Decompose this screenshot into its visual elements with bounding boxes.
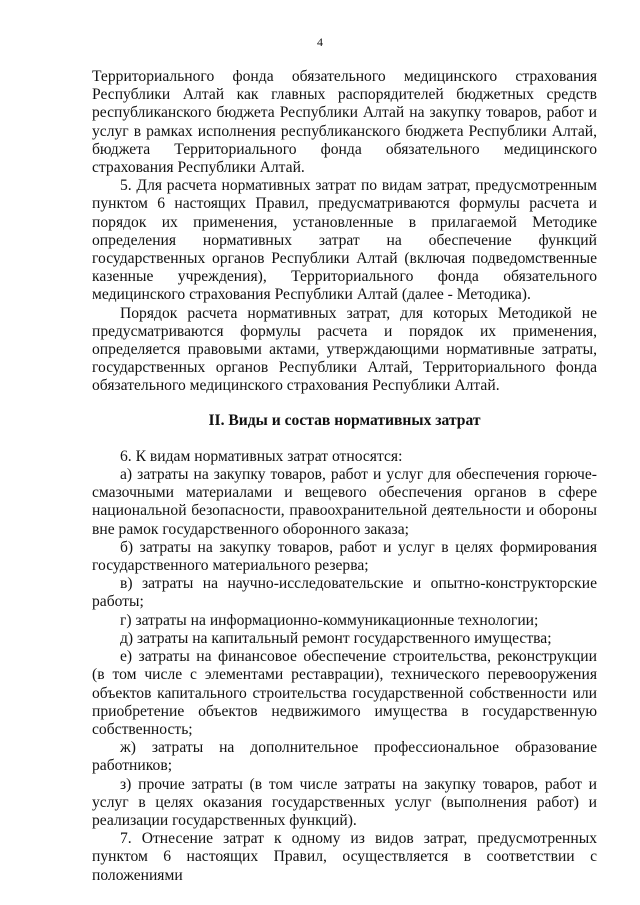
paragraph-item-6: 6. К видам нормативных затрат относятся:: [120, 447, 403, 465]
list-item-d: д) затраты на капитальный ремонт государственного имущества;: [120, 629, 552, 647]
list-item-z: з) прочие затраты (в том числе затраты на закупку товаров, работ и услуг в целях оказания государственных услуг (выполнения работ) и реализации государственных функций).: [92, 775, 597, 829]
section-heading: II. Виды и состав нормативных затрат: [208, 411, 481, 429]
document-body: [92, 68, 597, 885]
paragraph-continuation: Территориального фонда обязательного медицинского страхования Республики Алтай как главных распорядителей бюджетных средств республиканского бюджета Республики Алтай на закупку товаров, работ и услуг в рамках исполнения республиканского бюджета Республики Алтай, бюджета Территориального фонда обязательного медицинского страхования Республики Алтай.: [92, 68, 597, 177]
list-item-a: а) затраты на закупку товаров, работ и услуг для обеспечения горюче-смазочными материалами и вещевого обеспечения органов в сфере национальной безопасности, правоохранительной деятельности и обороны вне рамок государственного оборонного заказа;: [92, 466, 597, 538]
list-item-g: г) затраты на информационно-коммуникационные технологии;: [120, 611, 539, 629]
list-item-b: б) затраты на закупку товаров, работ и услуг в целях формирования государственного материального резерва;: [92, 538, 597, 575]
paragraph-calculation-order: Порядок расчета нормативных затрат, для которых Методикой не предусматриваются формулы расчета и порядок их применения, определяется правовыми актами, утверждающими нормативные затраты, государственных органов Республики Алтай, Территориального фонда обязательного медицинского страхования Республики Алтай.: [92, 304, 597, 395]
paragraph-item-5: 5. Для расчета нормативных затрат по видам затрат, предусмотренным пунктом 6 настоящих Правил, предусматриваются формулы расчета и порядок их применения, установленные в прилагаемой Методике определения нормативных затрат на обеспечение функций государственных органов Республики Алтай (включая подведомственные казенные учреждения), Территориального фонда обязательного медицинского страхования Республики Алтай (далее - Методика).: [92, 177, 597, 304]
list-item-v: в) затраты на научно-исследовательские и опытно-конструкторские работы;: [92, 575, 597, 611]
page-number: 4: [317, 35, 323, 49]
list-item-zh: ж) затраты на дополнительное профессиональное образование работников;: [92, 739, 597, 775]
paragraph-item-7: 7. Отнесение затрат к одному из видов затрат, предусмотренных пунктом 6 настоящих Правил, осуществляется в соответствии с положениями: [92, 830, 597, 884]
list-item-e: е) затраты на финансовое обеспечение строительства, реконструкции (в том числе с элементами реставрации), технического перевооружения объектов капитального строительства государственной собственности или приобретение объектов недвижимого имущества в государственную собственность;: [92, 648, 597, 738]
